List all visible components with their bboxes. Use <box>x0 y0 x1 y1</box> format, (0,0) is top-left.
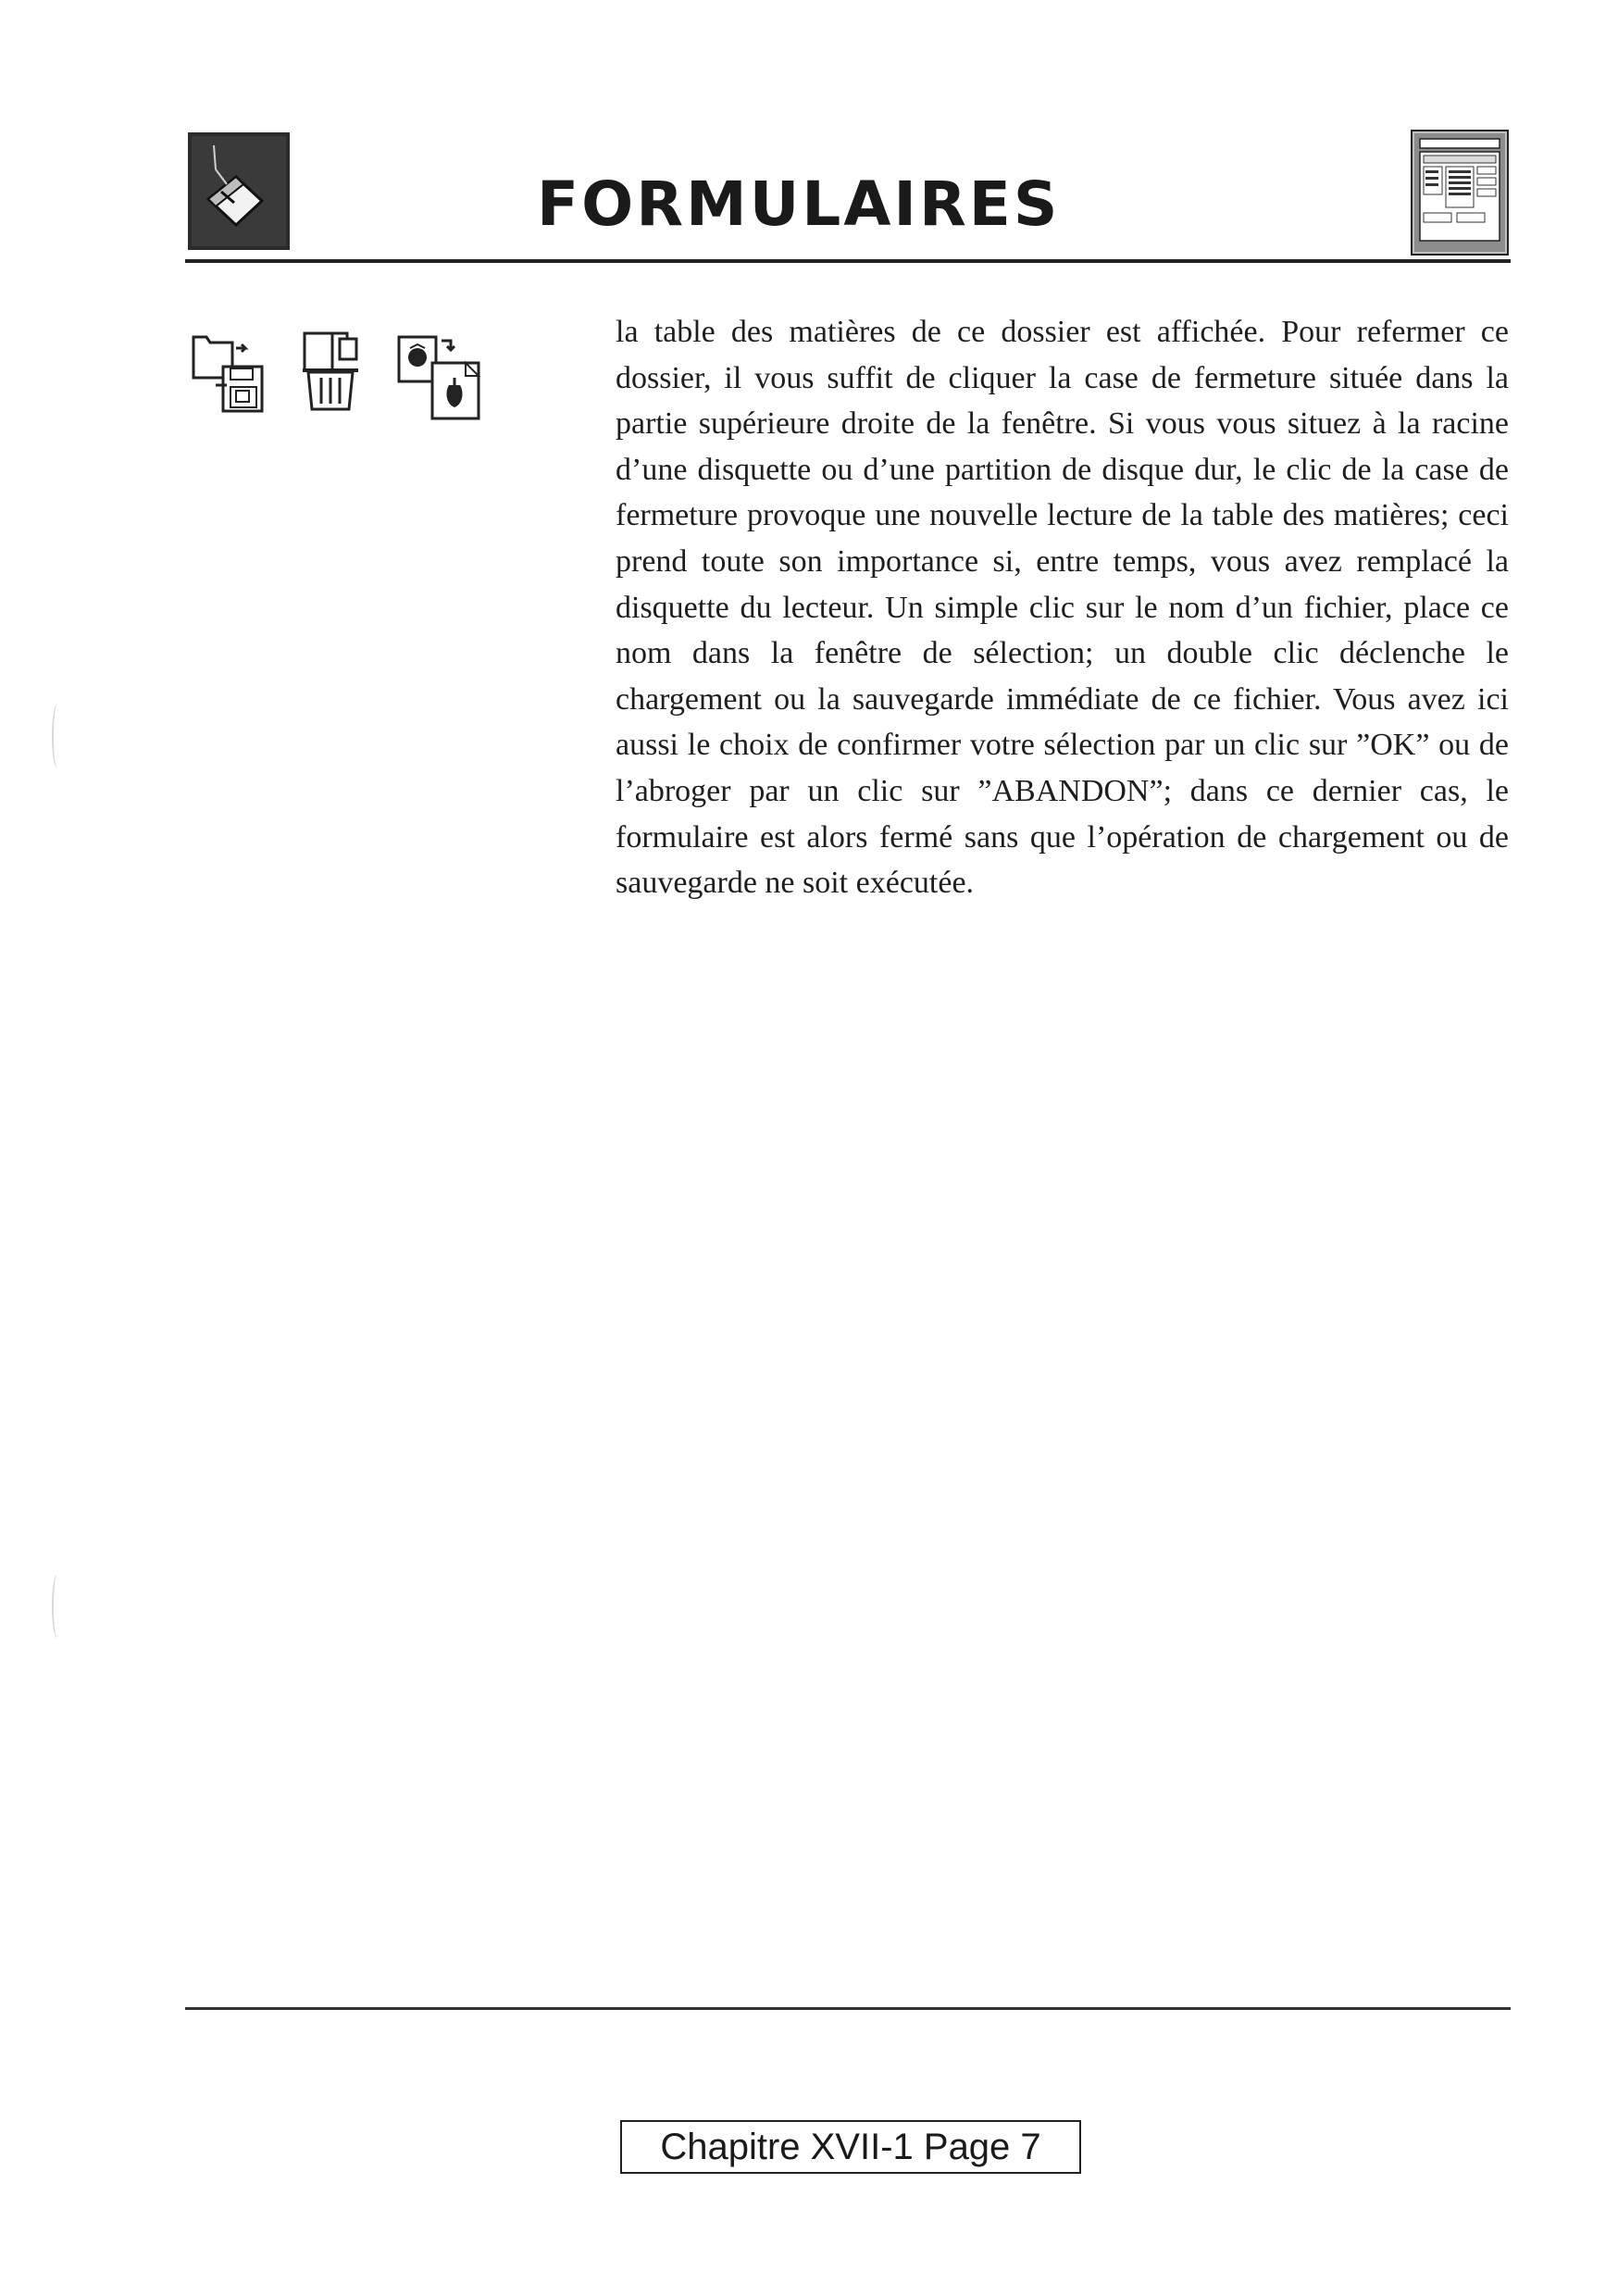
trash-document-icon <box>299 330 364 415</box>
footer-divider <box>185 2007 1511 2010</box>
mouse-icon <box>188 132 290 250</box>
scan-mark <box>52 1574 63 1639</box>
page-title: FORMULAIRES <box>537 168 1061 240</box>
header-divider <box>185 259 1511 263</box>
page-number-label: Chapitre XVII-1 Page 7 <box>620 2120 1081 2174</box>
window-screenshot-icon <box>1411 130 1509 256</box>
disk-save-icon <box>190 330 264 415</box>
scan-mark <box>52 704 63 768</box>
body-paragraph: la table des matières de ce dossier est affichée. Pour refermer ce dossier, il vous suffit de cliquer la case de fermeture située dans la partie supérieure droite de la fenêtre. Si vous vous situez à la racine d’une disquette ou d’une partition de disque dur, le clic de la case de fermeture provoque une nouvelle lecture de la table des matières; ceci prend toute son importance si, entre temps, vous avez remplacé la disquette du lecteur. Un simple clic sur le nom d’un fichier, place ce nom dans la fenêtre de sélection; un double clic déclenche le chargement ou la sauvegarde immédiate de ce fichier. Vous avez ici aussi le choix de confirmer votre sélection par un clic sur ”OK” ou de l’abroger par un clic sur ”ABANDON”; dans ce dernier cas, le formulaire est alors fermé sans que l’opération de chargement ou de sauvegarde ne soit exécutée. <box>616 315 1509 901</box>
image-document-icon <box>395 330 488 422</box>
side-icon-group <box>190 330 504 431</box>
